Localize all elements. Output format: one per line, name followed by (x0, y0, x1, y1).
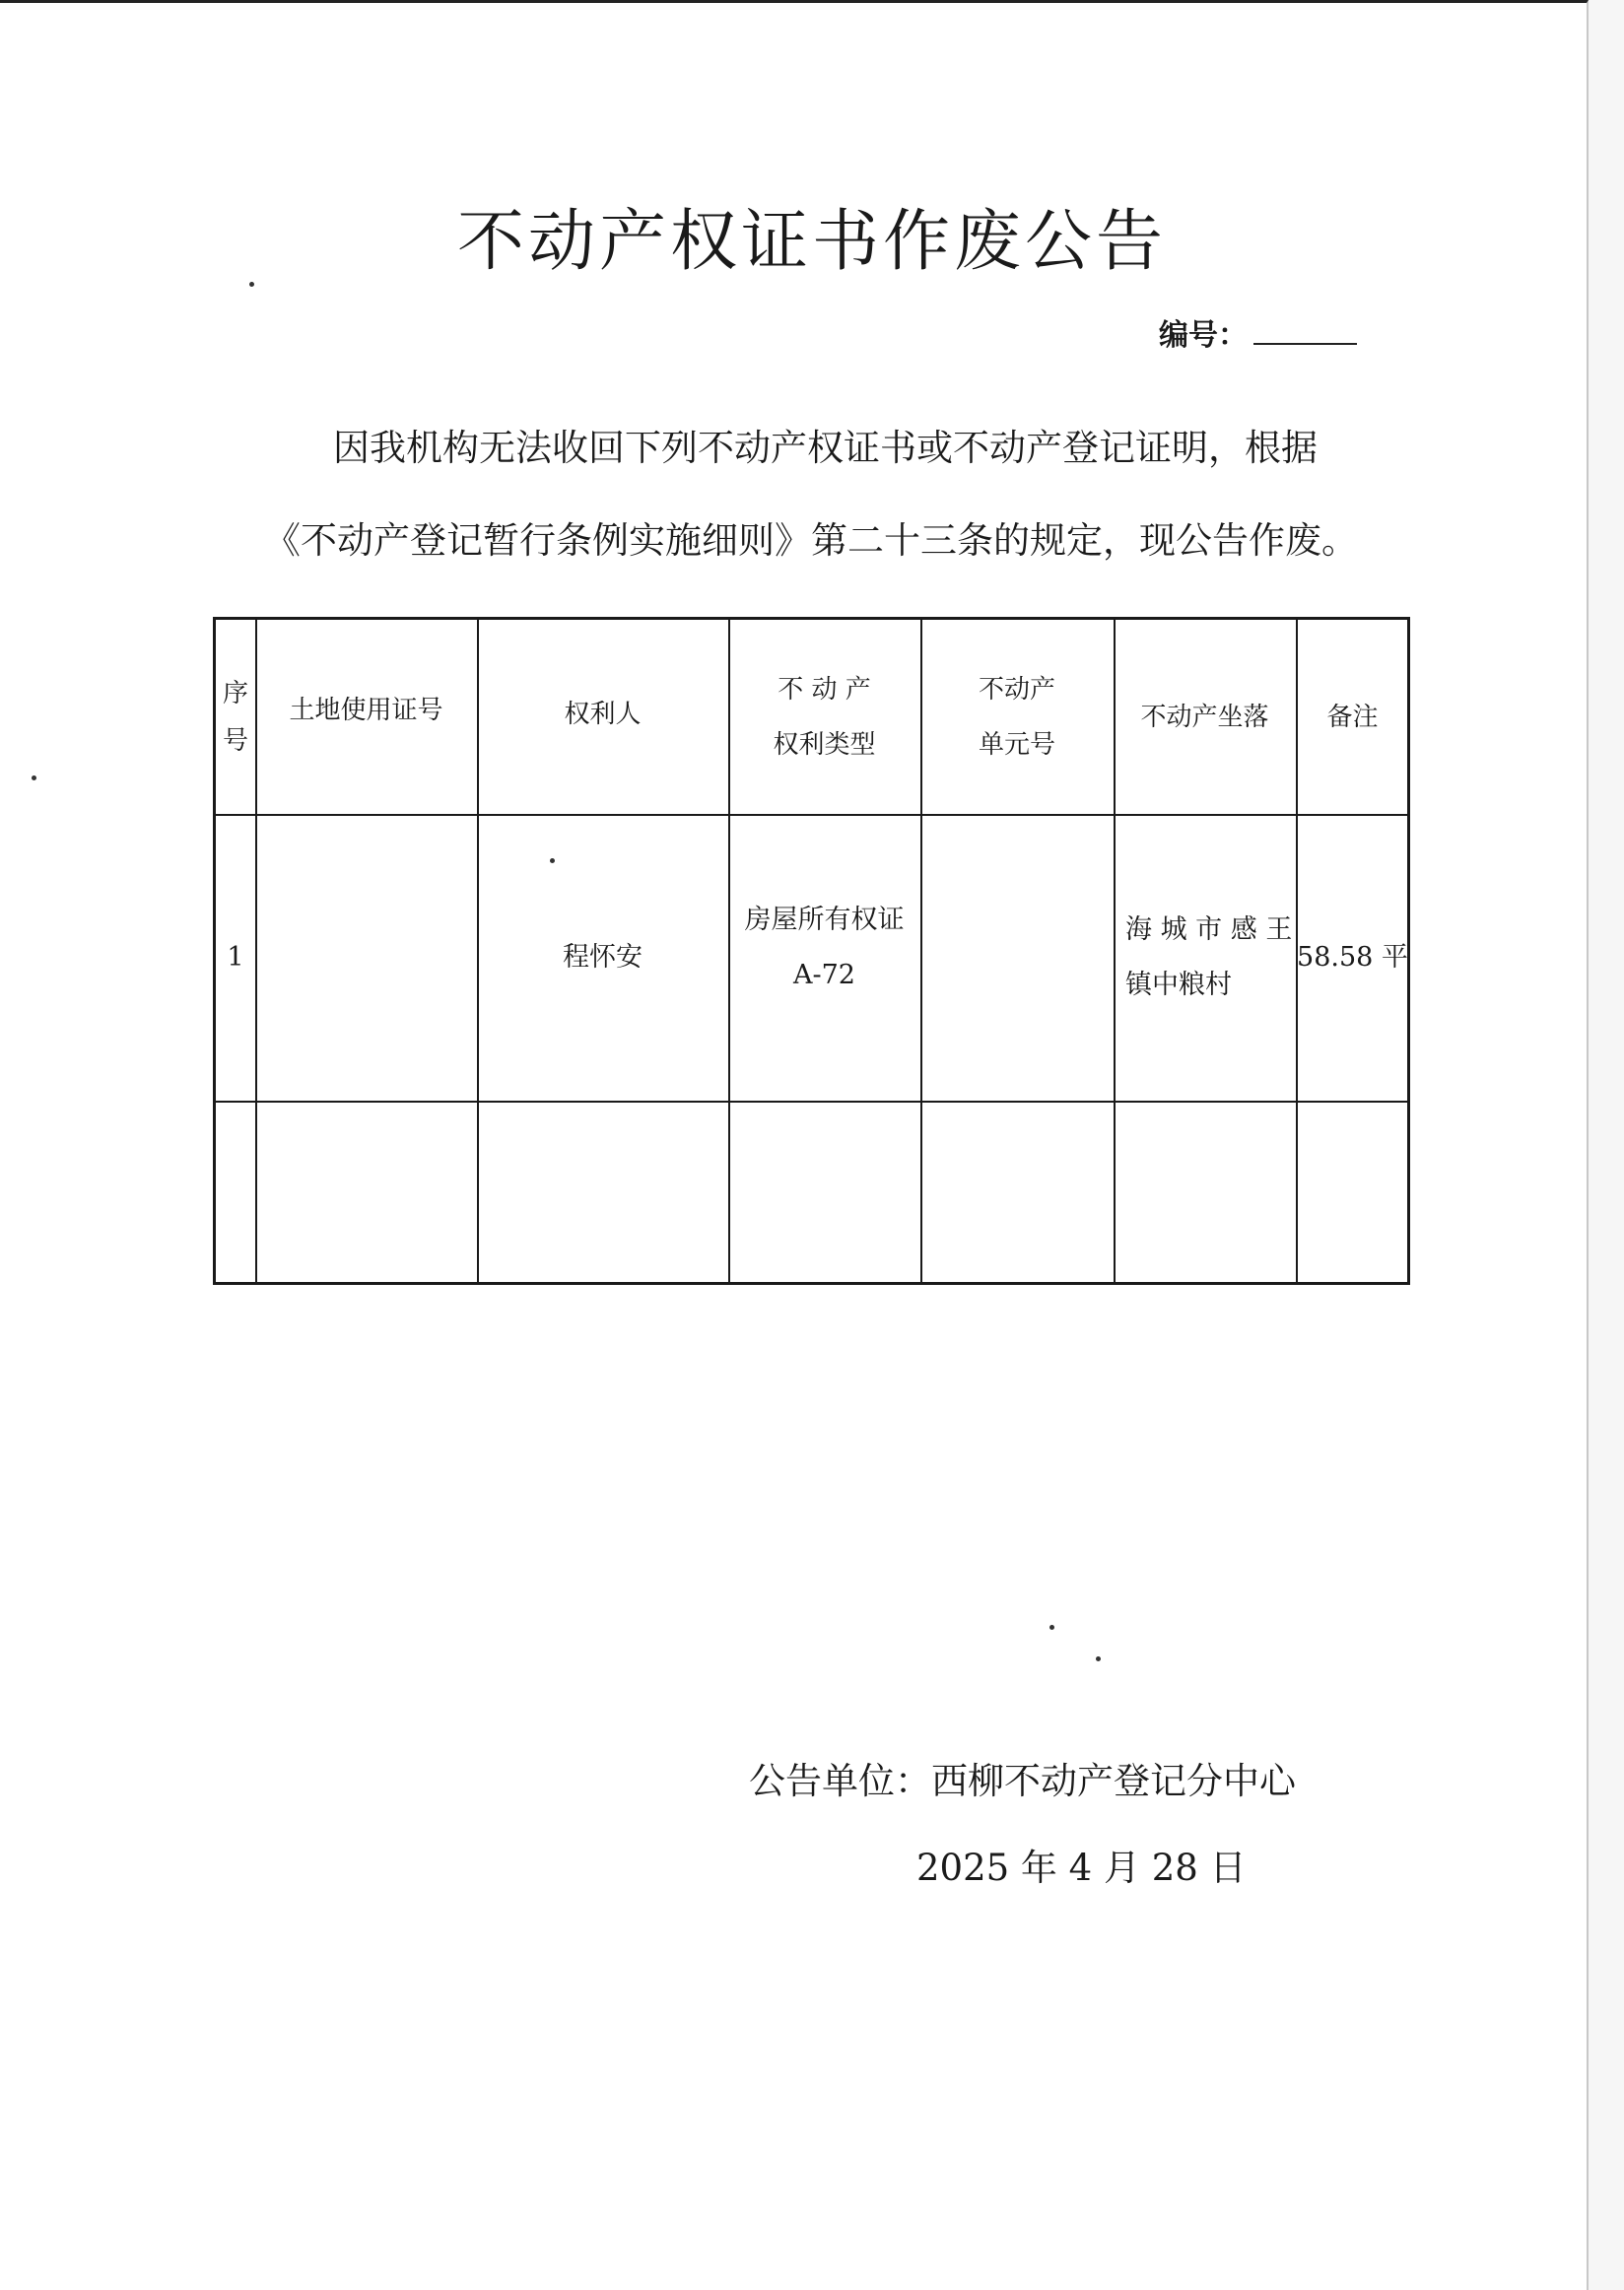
row-1-location-line-2: 镇中粮村 (1125, 969, 1232, 1000)
document-number-blank (1253, 343, 1357, 345)
row-1-location-line-1: 海 城 市 感 王 (1125, 913, 1293, 945)
header-seq-line-2: 号 (222, 725, 248, 756)
notice-paragraph-line-2: 《不动产登记暂行条例实施细则》第二十三条的规定，现公告作废。 (264, 519, 1358, 562)
document-number (1159, 310, 1357, 354)
issuer-line: 公告单位：西柳不动产登记分中心 (749, 1760, 1296, 1802)
header-land-cert: 土地使用证号 (289, 696, 443, 725)
scan-speck (1049, 1625, 1054, 1630)
header-seq (216, 620, 255, 814)
header-remark: 备注 (1326, 702, 1379, 732)
header-unit-no (920, 620, 1114, 814)
row-1-right-type-line-1: 房屋所有权证 (744, 905, 905, 935)
header-unit-no-line-2: 单元号 (978, 729, 1055, 760)
row-1-right-type-line-2: A-72 (793, 960, 855, 990)
issue-date: 2025 年 4 月 28 日 (916, 1847, 1247, 1889)
notice-paragraph-line-1: 因我机构无法收回下列不动产权证书或不动产登记证明，根据 (333, 427, 1318, 469)
scan-speck (249, 282, 254, 287)
document-number-label: 编号： (1159, 318, 1248, 353)
header-location: 不动产坐落 (1140, 702, 1269, 732)
scan-speck (32, 775, 36, 780)
header-seq-line-1: 序 (222, 678, 248, 708)
header-right-type (728, 620, 920, 814)
header-right-type-line-2: 权利类型 (773, 729, 876, 760)
scan-speck (550, 858, 555, 863)
row-1-unit-no (920, 814, 1114, 1101)
document-title: 不动产权证书作废公告 (456, 203, 1167, 281)
row-1-seq: 1 (227, 941, 244, 973)
header-right-type-line-1: 不 动 产 (778, 674, 871, 705)
scan-speck (1096, 1656, 1101, 1661)
row-1-location (1114, 814, 1296, 1101)
row-1-right-type (728, 814, 920, 1101)
empty-table-row (216, 1101, 1409, 1284)
header-holder: 权利人 (564, 700, 642, 729)
void-certificate-table (213, 617, 1410, 1285)
header-unit-no-line-1: 不动产 (978, 674, 1055, 705)
row-1-holder: 程怀安 (563, 941, 643, 973)
row-1-remark: 58.58 平 (1297, 941, 1408, 973)
row-1-land-cert (255, 814, 477, 1101)
